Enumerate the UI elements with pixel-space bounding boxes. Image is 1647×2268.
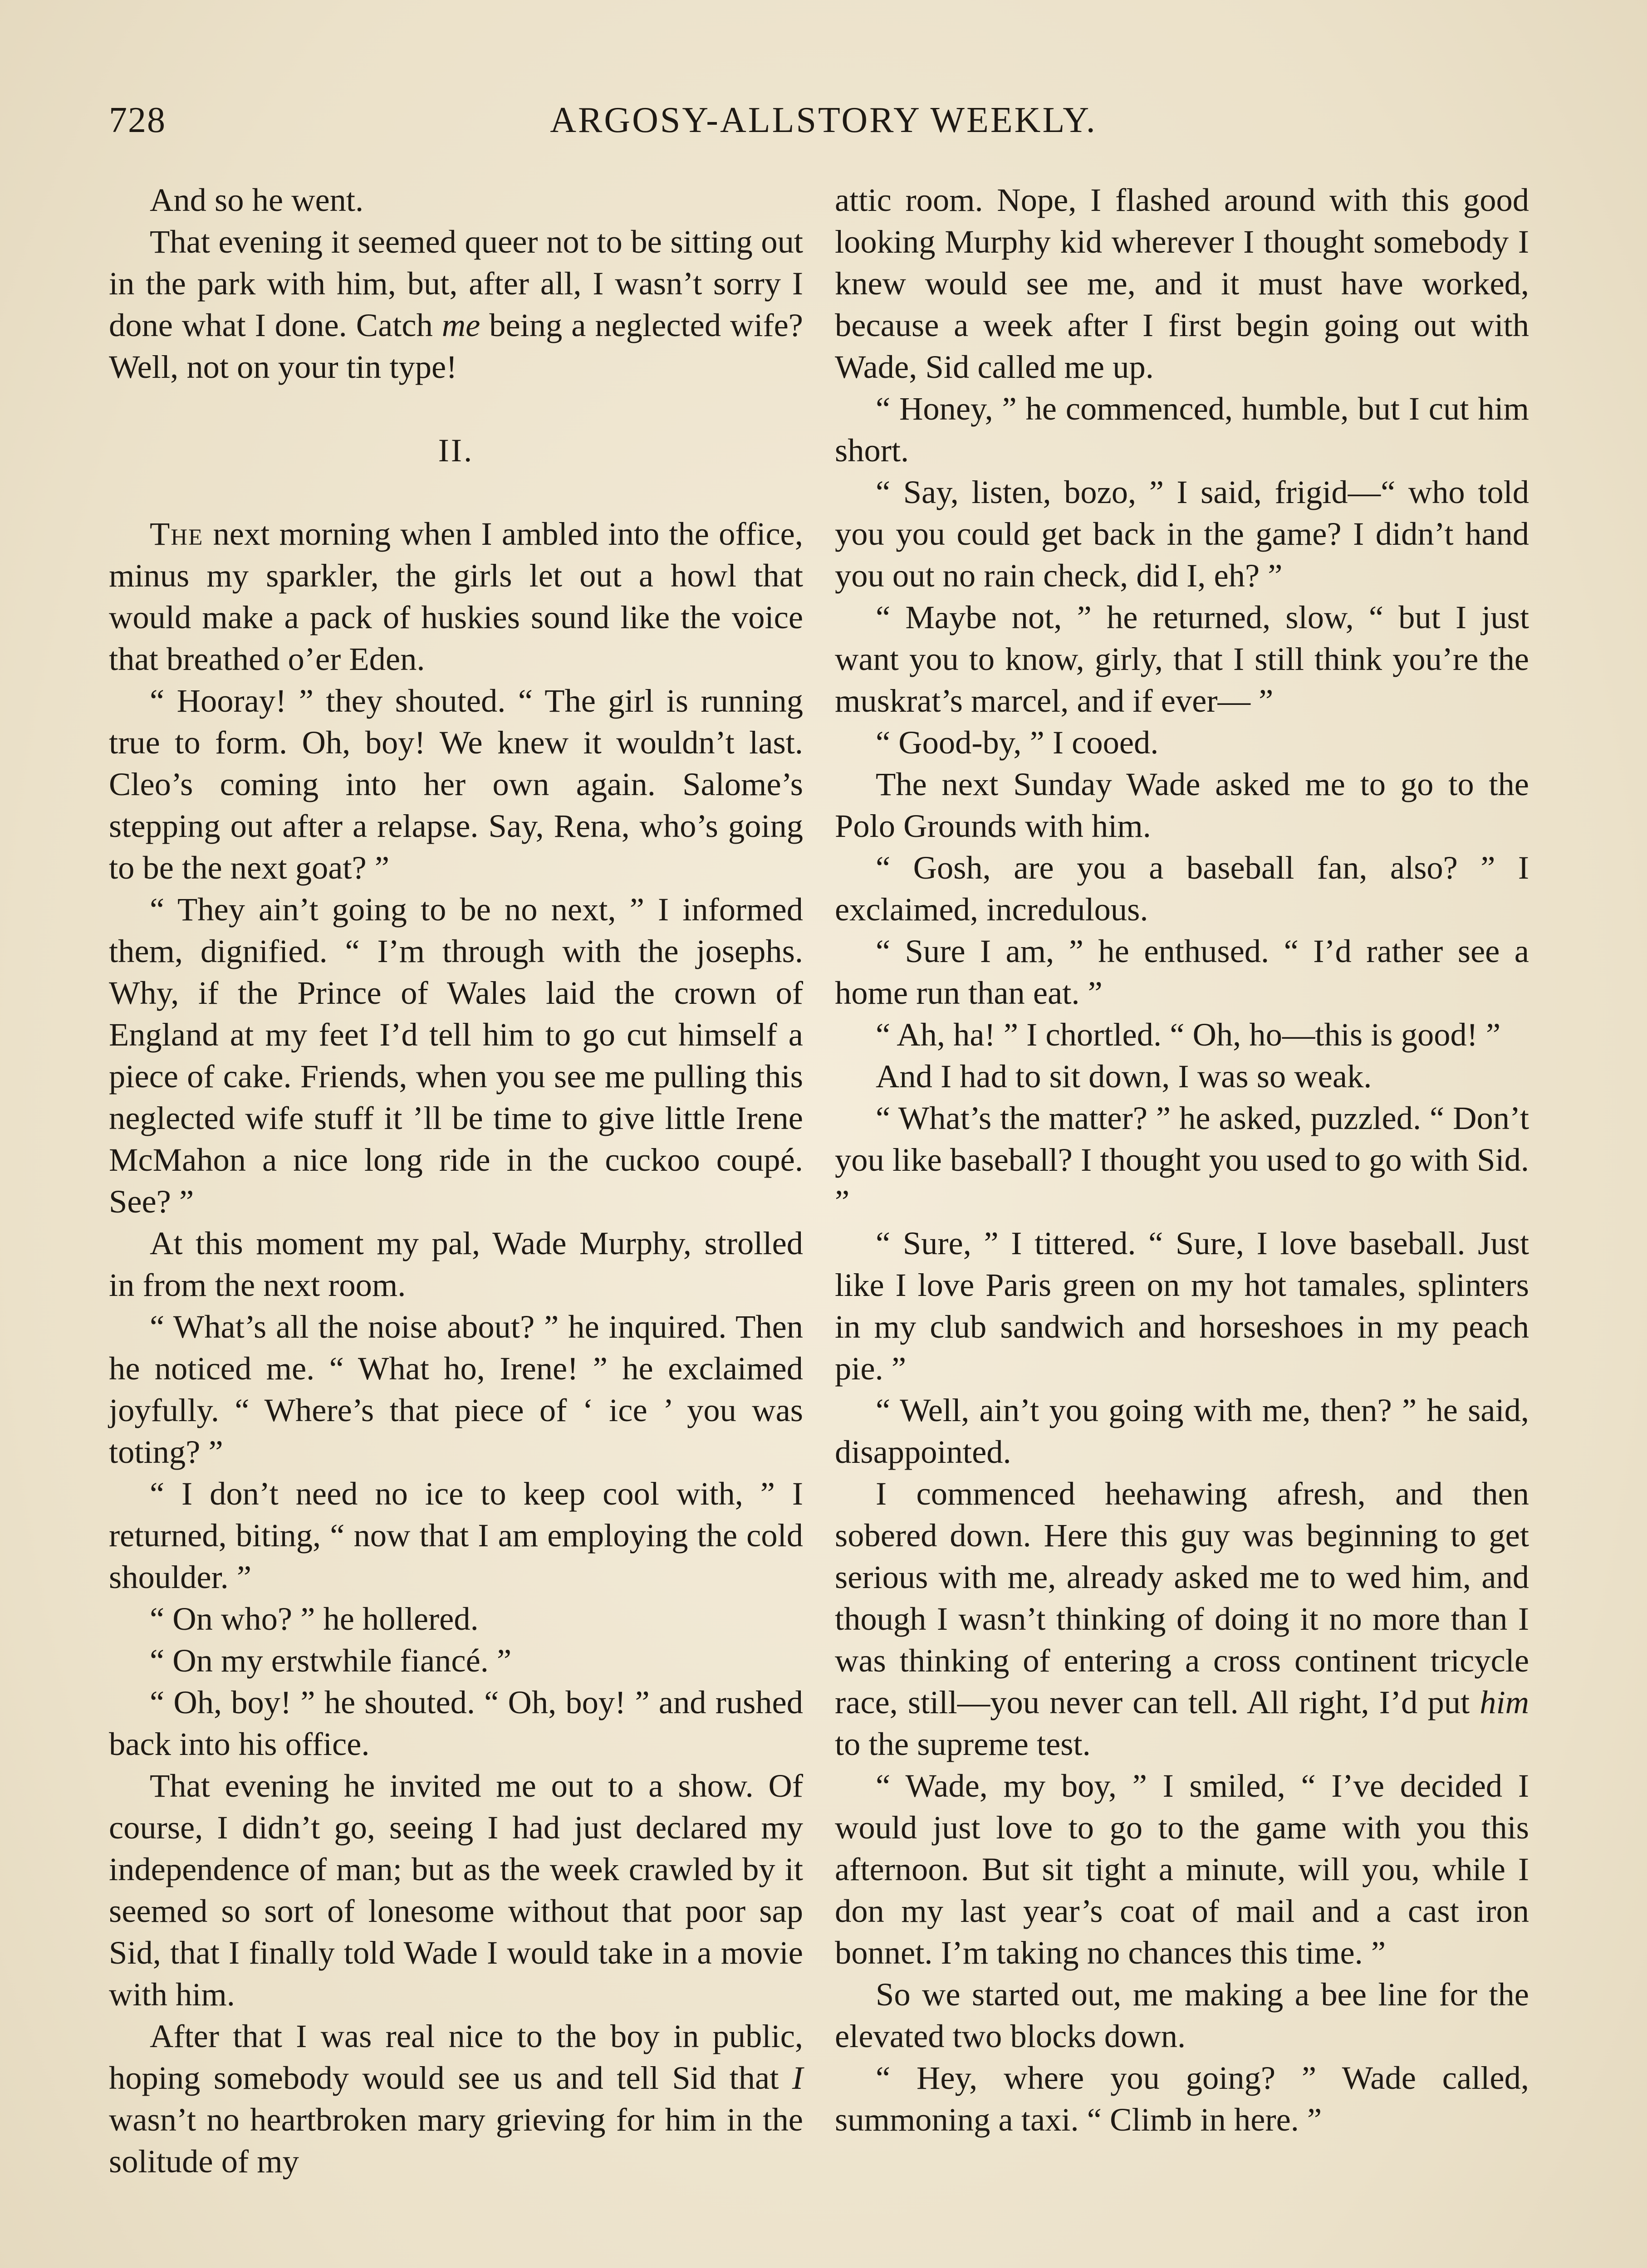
paragraph: “ Hey, where you going? ” Wade called, summoning a taxi. “ Climb in here. ” <box>835 2059 1529 2138</box>
left-column <box>109 179 803 2182</box>
paragraph: “ Sure I am, ” he enthused. “ I’d rather see a home run than eat. ” <box>835 933 1529 1011</box>
paragraph: “ What’s all the noise about? ” he inquired. Then he noticed me. “ What ho, Irene! ” he exclaimed joyfully. “ Where’s that piece of ‘ ice ’ you was toting? ” <box>109 1308 803 1470</box>
page-header <box>109 100 1538 154</box>
paragraph: And I had to sit down, I was so weak. <box>876 1058 1372 1095</box>
paragraph: The next morning when I ambled into the office, minus my sparkler, the girls let out a howl that would make a pack of huskies sound like the voice that breathed o’er Eden. <box>109 515 803 677</box>
paragraph: After that I was real nice to the boy in public, hoping somebody would see us and tell Sid that I wasn’t no heartbroken mary grieving for him in the solitude of my <box>109 2018 803 2180</box>
right-column <box>835 179 1529 2141</box>
paragraph: At this moment my pal, Wade Murphy, strolled in from the next room. <box>109 1225 803 1303</box>
paragraph: “ I don’t need no ice to keep cool with, ” I returned, biting, “ now that I am employing the cold shoulder. ” <box>109 1475 803 1595</box>
paragraph: “ Good-by, ” I cooed. <box>876 724 1159 761</box>
page-number: 728 <box>109 100 166 140</box>
paragraph: And so he went. <box>150 181 364 218</box>
paragraph: “ Maybe not, ” he returned, slow, “ but I just want you to know, girly, that I still think you’re the muskrat’s marcel, and if ever— ” <box>835 599 1529 719</box>
paragraph: “ On who? ” he hollered. <box>150 1600 479 1637</box>
paragraph: “ Gosh, are you a baseball fan, also? ” I exclaimed, incredulous. <box>835 849 1529 928</box>
paragraph: “ Sure, ” I tittered. “ Sure, I love baseball. Just like I love Paris green on my hot tamales, splinters in my club sandwich and horseshoes in my peach pie. ” <box>835 1225 1529 1387</box>
paragraph: “ They ain’t going to be no next, ” I informed them, dignified. “ I’m through with the josephs. Why, if the Prince of Wales laid the crown of England at my feet I’d tell him to go cut himself a piece of cake. Friends, when you see me pulling this neglected wife stuff it ’ll be time to give little Irene McMahon a nice long ride in the cuckoo coupé. See? ” <box>109 891 803 1220</box>
paragraph: “ Oh, boy! ” he shouted. “ Oh, boy! ” and rushed back into his office. <box>109 1684 803 1762</box>
paragraph: That evening it seemed queer not to be sitting out in the park with him, but, after all, I wasn’t sorry I done what I done. Catch me being a neglected wife? Well, not on your tin type! <box>109 223 803 385</box>
paragraph: “ Hooray! ” they shouted. “ The girl is running true to form. Oh, boy! We knew it wouldn’t last. Cleo’s coming into her own again. Salome’s stepping out after a relapse. Say, Rena, who’s going to be the next goat? ” <box>109 682 803 886</box>
paragraph: I commenced heehawing afresh, and then sobered down. Here this guy was beginning to get serious with me, already asked me to wed him, and though I wasn’t thinking of doing it no more than I was thinking of entering a cross continent tricycle race, still—you never can tell. All right, I’d put him to the supreme test. <box>835 1475 1529 1762</box>
paragraph: The next Sunday Wade asked me to go to the Polo Grounds with him. <box>835 766 1529 844</box>
paragraph: “ On my erstwhile fiancé. ” <box>150 1642 512 1679</box>
section-heading: II. <box>438 432 474 469</box>
paragraph: “ Honey, ” he commenced, humble, but I cut him short. <box>835 390 1529 469</box>
running-title: ARGOSY-ALLSTORY WEEKLY. <box>550 100 1097 140</box>
paragraph: “ Say, listen, bozo, ” I said, frigid—“ who told you you could get back in the game? I didn’t hand you out no rain check, did I, eh? ” <box>835 474 1529 594</box>
paragraph: “ Well, ain’t you going with me, then? ” he said, disappointed. <box>835 1392 1529 1470</box>
paragraph: “ What’s the matter? ” he asked, puzzled. “ Don’t you like baseball? I thought you used to go with Sid. ” <box>835 1100 1529 1220</box>
paragraph: So we started out, me making a bee line for the elevated two blocks down. <box>835 1976 1529 2054</box>
paragraph: attic room. Nope, I flashed around with this good looking Murphy kid wherever I thought somebody I knew would see me, and it must have worked, because a week after I first begin going out with Wade, Sid called me up. <box>835 181 1529 385</box>
paragraph: That evening he invited me out to a show. Of course, I didn’t go, seeing I had just declared my independence of man; but as the week crawled by it seemed so sort of lonesome without that poor sap Sid, that I finally told Wade I would take in a movie with him. <box>109 1767 803 2013</box>
paragraph: “ Wade, my boy, ” I smiled, “ I’ve decided I would just love to go to the game with you this afternoon. But sit tight a minute, will you, while I don my last year’s coat of mail and a cast iron bonnet. I’m taking no chances this time. ” <box>835 1767 1529 1971</box>
paragraph: “ Ah, ha! ” I chortled. “ Oh, ho—this is good! ” <box>876 1016 1501 1053</box>
